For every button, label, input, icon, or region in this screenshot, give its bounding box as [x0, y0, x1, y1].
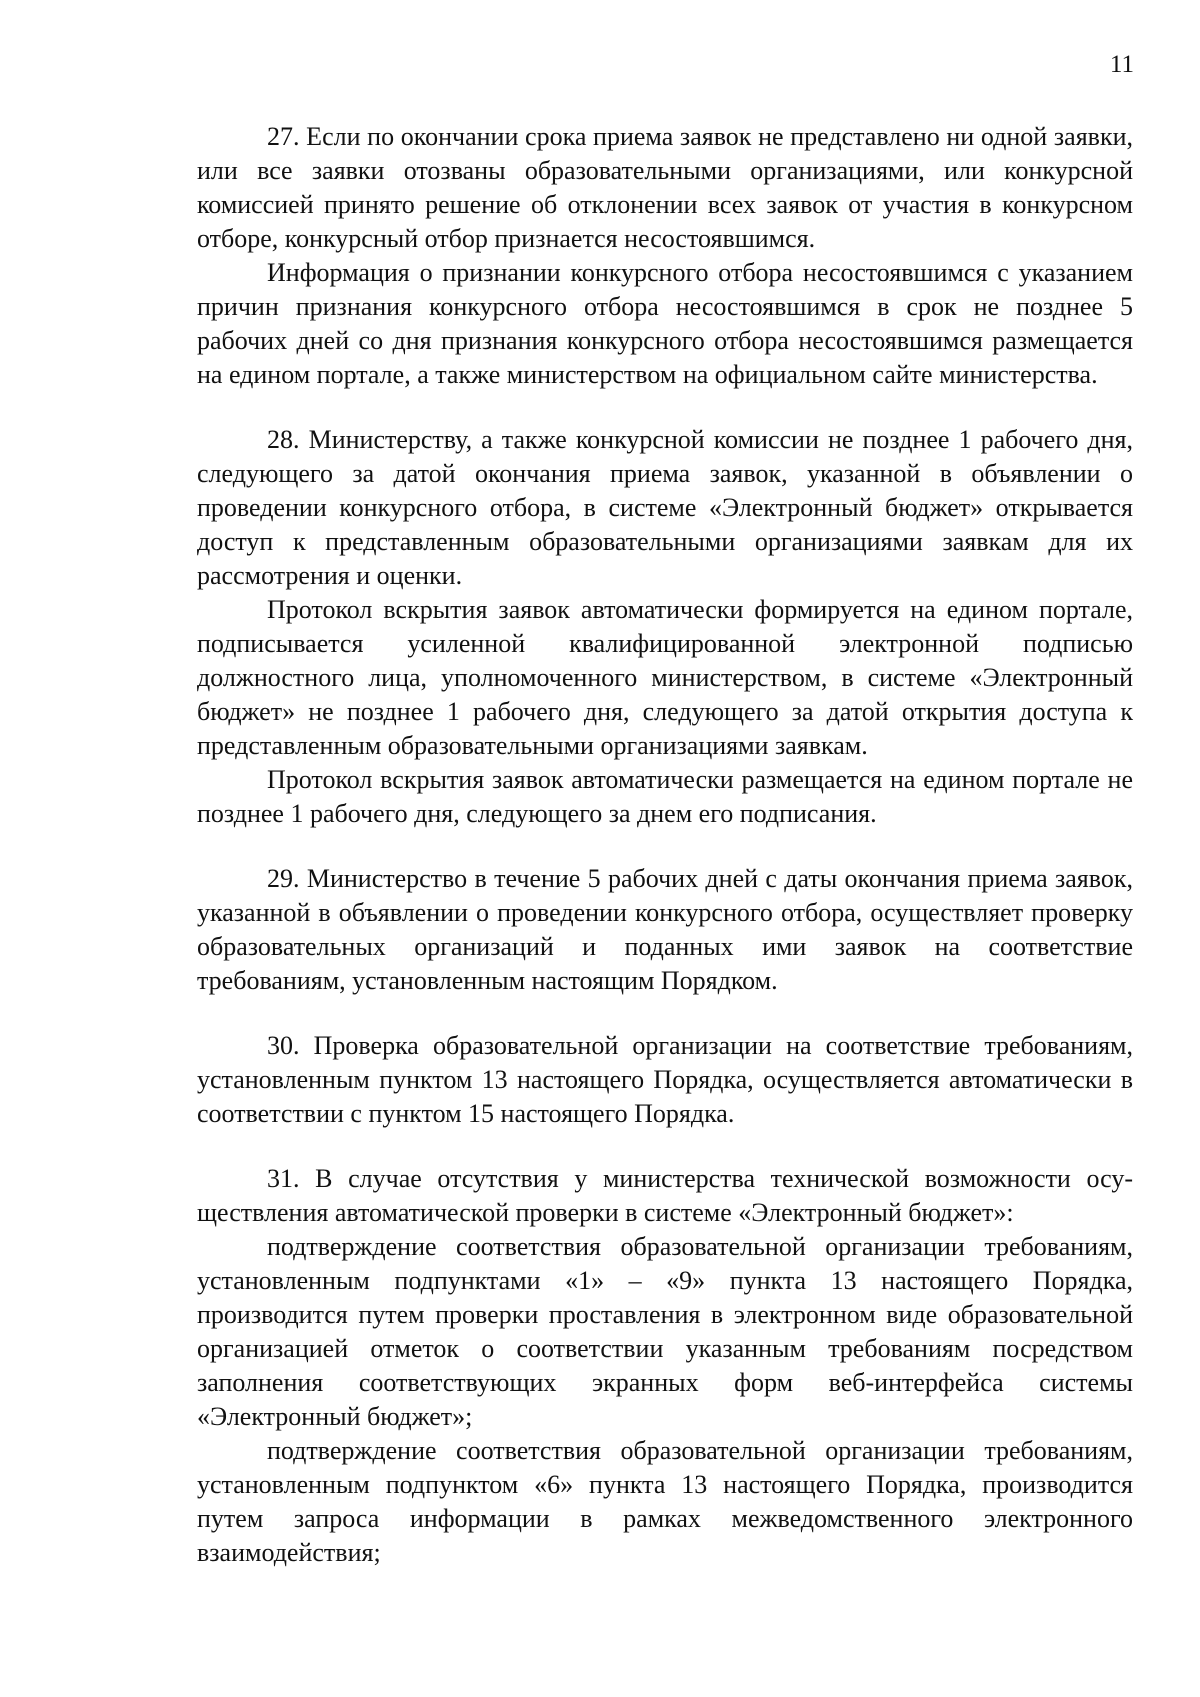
section-item-31	[197, 1162, 1133, 1570]
paragraph: 29. Министерство в течение 5 рабочих дней с даты окончания приема заявок, указанной в объявлении о проведении конкурсного отбора, осуществляет проверку образовательных организаций и поданных ими заявок на соответствие требованиям, установленным настоящим Порядком.	[197, 864, 1133, 995]
page-number: 11	[1109, 51, 1134, 78]
paragraph: 30. Проверка образовательной организации на соответствие требованиям, установленным пунктом 13 настоящего Порядка, осуществляется автоматически в соответствии с пунктом 15 настоящего Порядка.	[197, 1031, 1133, 1128]
section-item-30	[197, 1029, 1133, 1131]
document-body	[197, 120, 1133, 1570]
paragraph: Протокол вскрытия заявок автоматически формируется на едином портале, подписывается усиленной квалифицированной электронной подписью должностного лица, уполномоченного министерством, в системе «Электронный бюджет» не позднее 1 рабочего дня, следующего за датой открытия доступа к представленным образовательными организациями заявкам.	[197, 595, 1133, 760]
paragraph: Информация о признании конкурсного отбора несостоявшимся с указанием причин признания конкурсного отбора несостоявшимся в срок не позднее 5 рабочих дней со дня признания конкурсного отбора несостоявшимся размещается на едином портале, а также министерством на официальном сайте министерства.	[197, 258, 1133, 389]
paragraph: подтверждение соответствия образовательной организации требованиям, установленным подпунктами «1» – «9» пункта 13 настоящего Порядка, производится путем проверки проставления в электронном виде образовательной организацией отметок о соответствии указанным требованиям посредством заполнения соответствующих экранных форм веб-интерфейса системы «Электронный бюджет»;	[197, 1232, 1133, 1431]
section-item-29	[197, 862, 1133, 998]
paragraph: 28. Министерству, а также конкурсной комиссии не позднее 1 рабочего дня, следующего за датой окончания приема заявок, указанной в объявлении о проведении конкурсного отбора, в системе «Электронный бюджет» открывается доступ к представленным образовательными организациями заявкам для их рассмотрения и оценки.	[197, 425, 1133, 590]
paragraph: подтверждение соответствия образовательной организации требованиям, установленным подпунктом «6» пункта 13 настоящего Порядка, производится путем запроса информации в рамках межведомственного электронного взаимодействия;	[197, 1436, 1133, 1567]
section-item-28	[197, 423, 1133, 831]
paragraph: 31. В случае отсутствия у министерства технической возможности осуществления автоматической проверки в системе «Электронный бюджет»:	[197, 1164, 1133, 1227]
paragraph: Протокол вскрытия заявок автоматически размещается на едином портале не позднее 1 рабочего дня, следующего за днем его подписания.	[197, 765, 1133, 828]
paragraph: 27. Если по окончании срока приема заявок не представлено ни одной заявки, или все заявки отозваны образовательными организациями, или конкурсной комиссией принято решение об отклонении всех заявок от участия в конкурсном отборе, конкурсный отбор признается несостоявшимся.	[197, 122, 1133, 253]
section-item-27	[197, 120, 1133, 392]
